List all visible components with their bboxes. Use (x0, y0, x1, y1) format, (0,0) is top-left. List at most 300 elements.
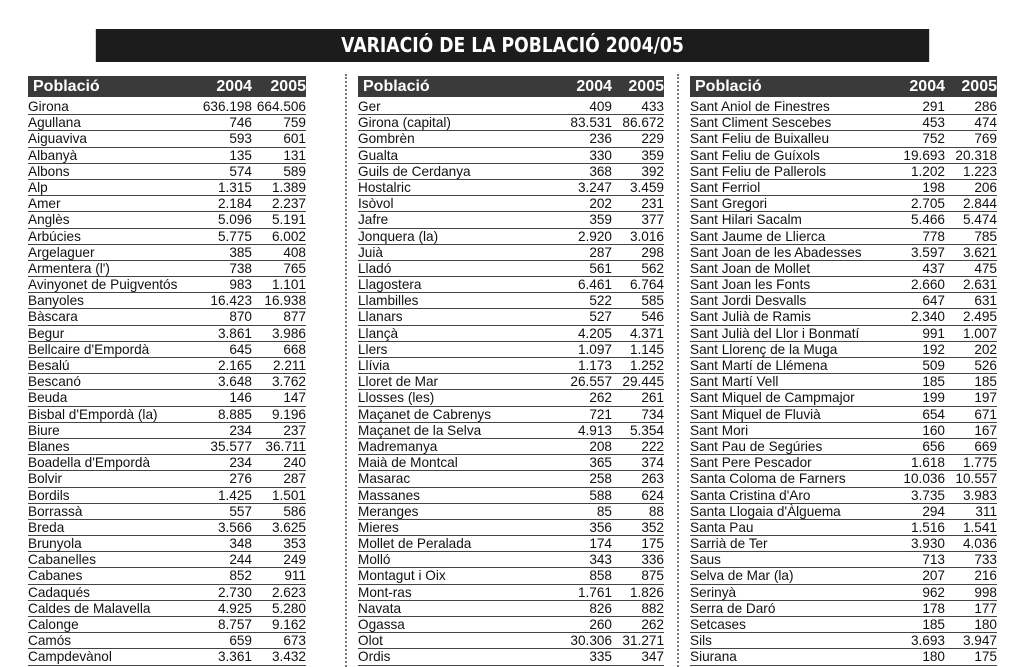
population-2005: 249 (283, 552, 306, 568)
header-2004: 2004 (909, 78, 945, 95)
population-2004: 509 (922, 358, 945, 373)
table-row (28, 212, 306, 228)
municipality-name: Ogassa (358, 617, 405, 632)
population-2004: 236 (589, 131, 612, 147)
municipality-name: Sant Miquel de Campmajor (690, 390, 855, 406)
population-2005: 475 (974, 260, 997, 276)
header-2005: 2005 (270, 78, 306, 95)
table-row (690, 342, 997, 358)
population-2005: 3.016 (629, 228, 664, 244)
municipality-name: Montagut i Oix (358, 568, 446, 584)
population-2004: 262 (589, 390, 612, 406)
municipality-name: Sant Ferriol (690, 179, 761, 195)
municipality-name: Santa Cristina d'Aro (690, 487, 811, 503)
population-2005: 286 (974, 99, 997, 114)
population-2005: 237 (283, 422, 306, 438)
population-2005: 1.252 (629, 358, 664, 373)
population-2005: 3.947 (962, 633, 997, 649)
population-2005: 29.445 (622, 374, 664, 390)
table-row (28, 342, 306, 358)
header-poblacio: Població (363, 78, 430, 95)
population-2004: 3.735 (910, 487, 945, 503)
population-2004: 870 (229, 309, 252, 325)
table-row (28, 148, 306, 164)
municipality-name: Santa Coloma de Farners (690, 471, 846, 487)
municipality-name: Siurana (690, 649, 737, 665)
table-row (690, 585, 997, 601)
municipality-name: Sant Feliu de Guíxols (690, 147, 820, 163)
population-2004: 185 (922, 617, 945, 632)
table-row (28, 423, 306, 439)
municipality-name: Campdevànol (28, 649, 112, 665)
table-header (358, 76, 664, 97)
municipality-name: Llosses (les) (358, 390, 435, 406)
population-2005: 167 (974, 422, 997, 438)
population-2004: 5.096 (217, 212, 252, 228)
table-row (690, 277, 997, 293)
municipality-name: Massanes (358, 487, 420, 503)
population-2004: 85 (596, 503, 612, 519)
municipality-name: Sant Miquel de Fluvià (690, 406, 821, 422)
municipality-name: Camós (28, 633, 72, 649)
municipality-name: Argelaguer (28, 244, 95, 260)
table-row (28, 471, 306, 487)
population-2005: 998 (974, 584, 997, 600)
table-row (28, 617, 306, 633)
table-row (358, 148, 664, 164)
table-row (358, 601, 664, 617)
population-2005: 882 (641, 600, 664, 616)
table-row (28, 99, 306, 115)
table-row (358, 115, 664, 131)
population-2005: 1.007 (962, 325, 997, 341)
population-2005: 4.371 (629, 325, 664, 341)
table-row (358, 293, 664, 309)
header-2004: 2004 (216, 78, 252, 95)
population-2004: 1.761 (577, 584, 612, 600)
municipality-name: Hostalric (358, 179, 411, 195)
population-2004: 260 (589, 617, 612, 632)
population-2005: 911 (284, 568, 306, 584)
population-2005: 287 (283, 471, 306, 487)
municipality-name: Amer (28, 196, 61, 212)
table-row (358, 633, 664, 649)
municipality-name: Olot (358, 633, 383, 649)
population-2004: 561 (589, 260, 612, 276)
population-2004: 4.205 (577, 325, 612, 341)
table-row (358, 471, 664, 487)
population-2004: 1.202 (910, 163, 945, 179)
population-2004: 1.516 (910, 519, 945, 535)
municipality-name: Selva de Mar (la) (690, 568, 794, 584)
table-row (690, 229, 997, 245)
population-2004: 174 (589, 536, 612, 552)
table-row (690, 164, 997, 180)
municipality-name: Mieres (358, 519, 399, 535)
population-2004: 10.036 (903, 471, 945, 487)
population-2004: 287 (589, 244, 612, 260)
municipality-name: Maçanet de Cabrenys (358, 406, 491, 422)
population-2005: 769 (974, 131, 997, 147)
population-2004: 3.247 (577, 179, 612, 195)
table-row (690, 552, 997, 568)
table-row (690, 488, 997, 504)
population-2004: 593 (229, 131, 252, 147)
table-row (358, 520, 664, 536)
population-2005: 3.986 (271, 325, 306, 341)
population-2004: 26.557 (570, 374, 612, 390)
municipality-name: Banyoles (28, 293, 84, 309)
population-2004: 588 (589, 487, 612, 503)
table-row (28, 633, 306, 649)
population-2005: 6.764 (629, 277, 664, 293)
table-row (358, 649, 664, 665)
population-2004: 178 (922, 600, 945, 616)
table-row (690, 261, 997, 277)
table-row (690, 245, 997, 261)
population-2005: 206 (974, 179, 997, 195)
table-row (358, 229, 664, 245)
population-2004: 574 (229, 163, 252, 179)
population-2004: 385 (229, 244, 252, 260)
population-2004: 6.461 (577, 277, 612, 293)
population-2004: 343 (589, 552, 612, 568)
table-row (28, 439, 306, 455)
population-2005: 10.557 (955, 471, 997, 487)
population-2004: 19.693 (903, 147, 945, 163)
municipality-name: Llívia (358, 358, 390, 373)
population-2005: 1.101 (271, 277, 306, 293)
table-row (28, 245, 306, 261)
population-2004: 647 (922, 293, 945, 309)
table-row (28, 536, 306, 552)
municipality-name: Guils de Cerdanya (358, 163, 471, 179)
population-2005: 664.506 (256, 99, 306, 114)
municipality-name: Serinyà (690, 584, 737, 600)
table-row (358, 374, 664, 390)
table-row (358, 309, 664, 325)
population-2005: 311 (975, 503, 997, 519)
population-2004: 258 (589, 471, 612, 487)
population-2004: 3.361 (217, 649, 252, 665)
population-2005: 1.501 (271, 487, 306, 503)
municipality-name: Llagostera (358, 277, 422, 293)
table-row (690, 390, 997, 406)
population-2005: 347 (641, 649, 664, 665)
population-2004: 199 (922, 390, 945, 406)
municipality-name: Meranges (358, 503, 419, 519)
table-row (358, 164, 664, 180)
population-2005: 131 (283, 147, 306, 163)
population-2005: 20.318 (955, 147, 997, 163)
population-2004: 244 (229, 552, 252, 568)
population-2004: 2.920 (577, 228, 612, 244)
header-2005: 2005 (961, 78, 997, 95)
population-2005: 585 (641, 293, 664, 309)
municipality-name: Beuda (28, 390, 68, 406)
table-row (690, 568, 997, 584)
municipality-name: Sant Jaume de Llierca (690, 228, 826, 244)
population-2005: 631 (974, 293, 997, 309)
municipality-name: Navata (358, 600, 402, 616)
municipality-name: Aiguaviva (28, 131, 87, 147)
population-2005: 2.631 (962, 277, 997, 293)
table-row (28, 115, 306, 131)
table-row (358, 568, 664, 584)
table-row (358, 585, 664, 601)
population-2005: 3.459 (629, 179, 664, 195)
population-2004: 778 (922, 228, 945, 244)
table-row (690, 148, 997, 164)
table-row (28, 261, 306, 277)
table-row (28, 326, 306, 342)
population-2005: 177 (974, 600, 997, 616)
table-row (28, 455, 306, 471)
table-row (690, 520, 997, 536)
population-table-3 (690, 76, 997, 666)
population-2005: 875 (641, 568, 664, 584)
population-2004: 656 (922, 438, 945, 454)
population-2004: 202 (589, 196, 612, 212)
population-2005: 222 (641, 438, 664, 454)
population-2004: 160 (922, 422, 945, 438)
table-row (690, 212, 997, 228)
table-row (28, 520, 306, 536)
population-2004: 636.198 (202, 99, 252, 114)
population-2004: 1.097 (577, 341, 612, 357)
table-row (28, 649, 306, 665)
population-2005: 5.474 (962, 212, 997, 228)
municipality-name: Albons (28, 163, 70, 179)
population-2005: 624 (641, 487, 664, 503)
municipality-name: Molló (358, 552, 391, 568)
population-2005: 5.280 (271, 600, 306, 616)
population-2005: 263 (641, 471, 664, 487)
municipality-name: Bescanó (28, 374, 81, 390)
table-row (358, 423, 664, 439)
table-row (28, 504, 306, 520)
municipality-name: Bordils (28, 487, 70, 503)
population-2005: 261 (641, 390, 664, 406)
population-2005: 3.625 (271, 519, 306, 535)
population-2005: 2.623 (271, 584, 306, 600)
population-2005: 353 (283, 536, 306, 552)
population-2004: 852 (229, 568, 252, 584)
population-2004: 192 (922, 341, 945, 357)
municipality-name: Sant Julià de Ramis (690, 309, 811, 325)
municipality-name: Avinyonet de Puigventós (28, 277, 178, 293)
header-poblacio: Població (695, 78, 762, 95)
table-row (28, 196, 306, 212)
municipality-name: Sant Joan de Mollet (690, 260, 811, 276)
population-2004: 2.730 (217, 584, 252, 600)
population-2005: 197 (974, 390, 997, 406)
municipality-name: Sant Gregori (690, 196, 768, 212)
population-table-2 (358, 76, 664, 666)
population-2005: 216 (974, 568, 997, 584)
municipality-name: Cadaqués (28, 584, 90, 600)
table-row (690, 309, 997, 325)
population-2005: 231 (641, 196, 664, 212)
municipality-name: Mollet de Peralada (358, 536, 472, 552)
table-row (358, 536, 664, 552)
population-2004: 826 (589, 600, 612, 616)
municipality-name: Arbúcies (28, 228, 81, 244)
municipality-name: Caldes de Malavella (28, 600, 151, 616)
population-2005: 673 (283, 633, 306, 649)
population-2004: 983 (229, 277, 252, 293)
population-2005: 734 (641, 406, 664, 422)
population-2004: 359 (589, 212, 612, 228)
table-row (690, 423, 997, 439)
population-2004: 207 (922, 568, 945, 584)
table-row (358, 407, 664, 423)
table-row (690, 471, 997, 487)
table-row (28, 309, 306, 325)
table-row (358, 180, 664, 196)
population-2005: 759 (283, 115, 306, 131)
population-2005: 185 (974, 374, 997, 390)
table-row (690, 504, 997, 520)
population-2005: 147 (283, 390, 306, 406)
population-2005: 1.145 (629, 341, 664, 357)
population-2005: 359 (641, 147, 664, 163)
table-row (690, 293, 997, 309)
municipality-name: Sant Mori (690, 422, 749, 438)
municipality-name: Biure (28, 422, 60, 438)
population-2005: 175 (974, 649, 997, 665)
population-2005: 6.002 (271, 228, 306, 244)
population-2004: 208 (589, 438, 612, 454)
population-2005: 262 (641, 617, 664, 632)
table-row (28, 180, 306, 196)
population-2005: 474 (974, 115, 997, 131)
page-title: VARIACIÓ DE LA POBLACIÓ 2004/05 (96, 29, 929, 62)
table-row (690, 180, 997, 196)
municipality-name: Bellcaire d'Empordà (28, 341, 150, 357)
population-2005: 785 (974, 228, 997, 244)
population-2005: 180 (974, 617, 997, 632)
population-2005: 3.621 (962, 244, 997, 260)
population-2005: 392 (641, 163, 664, 179)
column-separator (677, 74, 679, 667)
table-row (690, 407, 997, 423)
table-row (690, 115, 997, 131)
population-2005: 377 (641, 212, 664, 228)
table-row (358, 212, 664, 228)
population-2005: 526 (974, 358, 997, 373)
population-2004: 522 (589, 293, 612, 309)
population-2005: 671 (974, 406, 997, 422)
municipality-name: Sant Feliu de Buixalleu (690, 131, 830, 147)
municipality-name: Sant Pere Pescador (690, 455, 812, 471)
municipality-name: Blanes (28, 438, 70, 454)
population-2004: 348 (229, 536, 252, 552)
table-row (358, 390, 664, 406)
table-row (690, 196, 997, 212)
population-2004: 356 (589, 519, 612, 535)
municipality-name: Sant Llorenç de la Muga (690, 341, 838, 357)
municipality-name: Llers (358, 341, 388, 357)
population-2004: 330 (589, 147, 612, 163)
population-2005: 374 (641, 455, 664, 471)
population-2004: 746 (229, 115, 252, 131)
population-2005: 669 (974, 438, 997, 454)
population-2004: 3.930 (910, 536, 945, 552)
population-2005: 2.844 (962, 196, 997, 212)
municipality-name: Sant Martí de Llémena (690, 358, 828, 373)
population-2004: 234 (229, 455, 252, 471)
table-row (358, 504, 664, 520)
population-2005: 546 (641, 309, 664, 325)
municipality-name: Sant Aniol de Finestres (690, 99, 830, 114)
population-2004: 5.775 (217, 228, 252, 244)
population-2004: 83.531 (570, 115, 612, 131)
municipality-name: Santa Llogaia d'Àlguema (690, 503, 841, 519)
municipality-name: Sils (690, 633, 712, 649)
population-2005: 5.354 (629, 422, 664, 438)
municipality-name: Breda (28, 519, 65, 535)
population-2004: 1.618 (910, 455, 945, 471)
population-2005: 668 (283, 341, 306, 357)
population-2004: 234 (229, 422, 252, 438)
population-2005: 586 (283, 503, 306, 519)
population-2005: 175 (641, 536, 664, 552)
population-2004: 3.597 (910, 244, 945, 260)
municipality-name: Begur (28, 325, 65, 341)
table-row (690, 374, 997, 390)
municipality-name: Bolvir (28, 471, 62, 487)
population-2005: 202 (974, 341, 997, 357)
population-2005: 240 (283, 455, 306, 471)
table-row (358, 277, 664, 293)
table-row (358, 617, 664, 633)
population-2005: 1.541 (962, 519, 997, 535)
municipality-name: Sant Pau de Segúries (690, 438, 823, 454)
municipality-name: Sant Feliu de Pallerols (690, 163, 827, 179)
population-2005: 1.223 (962, 163, 997, 179)
population-2004: 30.306 (570, 633, 612, 649)
table-row (28, 407, 306, 423)
table-row (358, 488, 664, 504)
population-2004: 645 (229, 341, 252, 357)
municipality-name: Sant Julià del Llor i Bonmatí (690, 325, 860, 341)
table-row (28, 277, 306, 293)
municipality-name: Jonquera (la) (358, 228, 439, 244)
population-2005: 352 (641, 519, 664, 535)
population-2005: 765 (283, 260, 306, 276)
population-2004: 527 (589, 309, 612, 325)
municipality-name: Llambilles (358, 293, 419, 309)
population-2004: 713 (922, 552, 945, 568)
municipality-name: Mont-ras (358, 584, 412, 600)
population-2004: 335 (589, 649, 612, 665)
population-2005: 16.938 (264, 293, 306, 309)
municipality-name: Masarac (358, 471, 411, 487)
municipality-name: Llanars (358, 309, 403, 325)
table-row (358, 358, 664, 374)
population-2004: 1.315 (217, 179, 252, 195)
table-header (690, 76, 997, 97)
municipality-name: Bàscara (28, 309, 78, 325)
municipality-name: Santa Pau (690, 519, 754, 535)
population-2004: 294 (922, 503, 945, 519)
municipality-name: Cabanelles (28, 552, 97, 568)
header-2005: 2005 (628, 78, 664, 95)
table-row (358, 99, 664, 115)
municipality-name: Albanyà (28, 147, 78, 163)
header-poblacio: Població (33, 78, 100, 95)
